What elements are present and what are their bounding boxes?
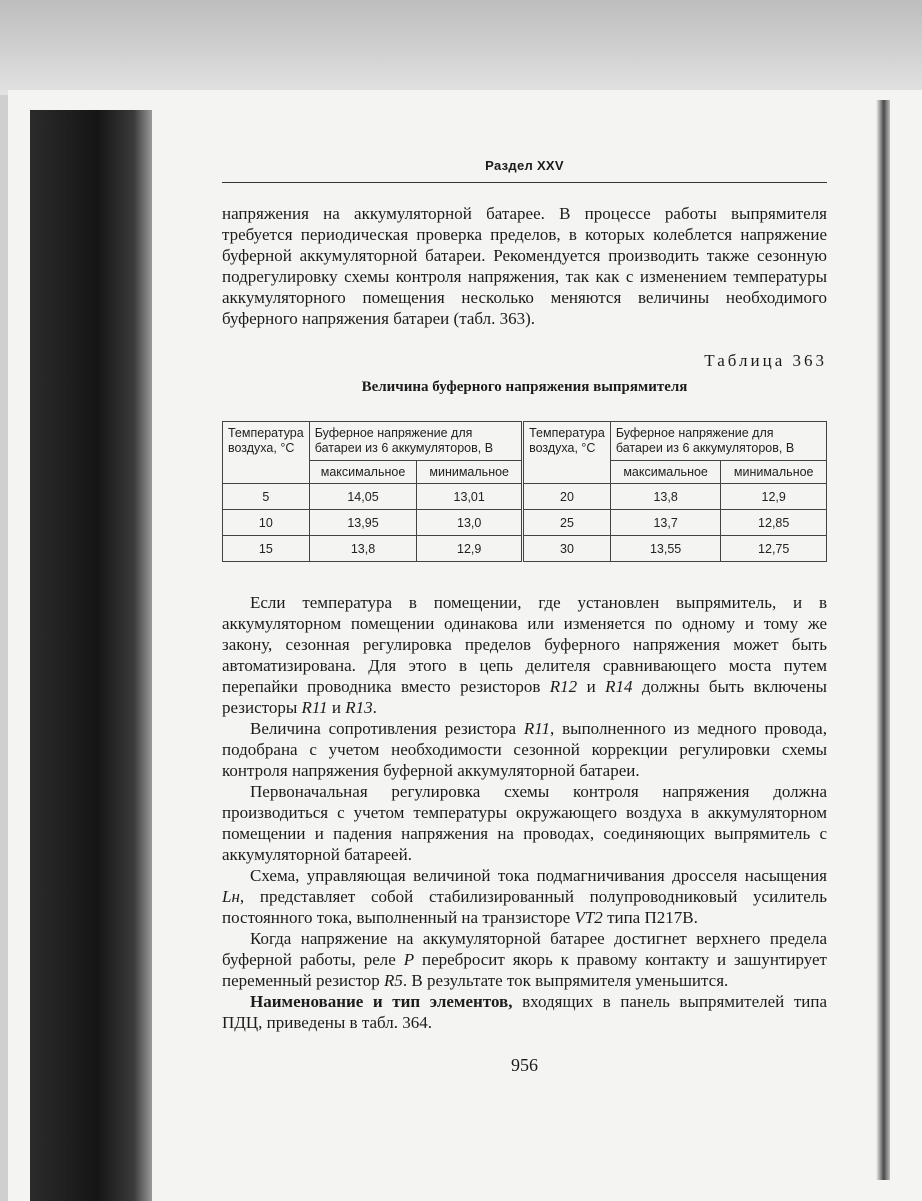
cell-min: 13,01 [417, 484, 523, 510]
cell-min: 12,9 [417, 536, 523, 562]
header-temperature: Температура воздуха, °С [523, 422, 611, 484]
table-number: Таблица 363 [704, 351, 827, 370]
header-min: минимальное [721, 461, 827, 484]
ref-r11: R11 [301, 698, 328, 717]
ref-vt2: VT2 [574, 908, 603, 927]
bold-lead: Наименование и тип элементов, [250, 992, 513, 1011]
cell-max: 13,95 [309, 510, 417, 536]
cell-temperature: 30 [523, 536, 611, 562]
cell-temperature: 15 [223, 536, 310, 562]
cell-temperature: 20 [523, 484, 611, 510]
table-row [223, 510, 827, 536]
cell-min: 12,9 [721, 484, 827, 510]
table-header-row [223, 422, 827, 461]
cell-temperature: 25 [523, 510, 611, 536]
ref-p: P [403, 950, 415, 969]
cell-min: 12,85 [721, 510, 827, 536]
paragraph-3: Величина сопротивления резистора R11, выполненного из медного провода, подобрана с учетом необходимости сезонной коррекции регулировки схемы контроля напряжения буферной аккумуляторной батареи. [222, 719, 827, 780]
ref-r13: R13 [345, 698, 373, 717]
cell-max: 13,55 [610, 536, 721, 562]
cell-max: 13,7 [610, 510, 721, 536]
paragraph-2: Если температура в помещении, где установлен выпрямитель, и в аккумуляторном помещении одинакова или изменяется по одному и тому же закону, сезонная регулировка пределов буферного напряжения может быть автоматизирована. Для этого в цепь делителя сравнивающего моста путем перепайки проводника вместо резисторов R12 и R14 должны быть включены резисторы R11 и R13. [222, 593, 827, 717]
buffer-voltage-table [222, 421, 827, 562]
scan-top-band [0, 0, 922, 95]
header-buffer-voltage: Буферное напряжение для батареи из 6 аккумуляторов, В [610, 422, 826, 461]
cell-max: 13,8 [309, 536, 417, 562]
paragraph-6: Когда напряжение на аккумуляторной батарее достигнет верхнего предела буферной работы, реле P перебросит якорь к правому контакту и зашунтирует переменный резистор R5. В результате ток выпрямителя уменьшится. [222, 929, 827, 990]
header-max: максимальное [309, 461, 417, 484]
paragraph-4: Первоначальная регулировка схемы контроля напряжения должна производиться с учетом температуры окружающего воздуха в аккумуляторном помещении и падения напряжения на проводах, соединяющих выпрямитель с аккумуляторной батареей. [222, 782, 827, 864]
cell-max: 14,05 [309, 484, 417, 510]
header-min: минимальное [417, 461, 523, 484]
page-content [222, 155, 827, 1076]
ref-r12: R12 [549, 677, 578, 696]
header-buffer-voltage: Буферное напряжение для батареи из 6 аккумуляторов, В [309, 422, 522, 461]
paragraph-7: Наименование и тип элементов, входящих в панель выпрямителей типа ПДЦ, приведены в табл. 364. [222, 992, 827, 1032]
header-temperature: Температура воздуха, °С [223, 422, 310, 484]
paragraph-1: напряжения на аккумуляторной батарее. В процессе работы выпрямителя требуется периодическая проверка пределов, в которых колеблется напряжение буферной аккумуляторной батареи. Рекомендуется производить также сезонную подрегулировку схемы контроля напряжения, так как с изменением температуры аккумуляторного помещения несколько меняются величины необходимого буферного напряжения батареи (табл. 363). [222, 204, 827, 328]
header-max: максимальное [610, 461, 721, 484]
page-right-edge [876, 100, 890, 1180]
table-row [223, 484, 827, 510]
book-spine-shadow [30, 110, 152, 1201]
page-number: 956 [511, 1055, 538, 1075]
table-title: Величина буферного напряжения выпрямителя [361, 379, 688, 395]
table-row [223, 536, 827, 562]
cell-max: 13,8 [610, 484, 721, 510]
header-rule [222, 182, 827, 183]
ref-r14: R14 [605, 677, 633, 696]
ref-r11: R11 [523, 719, 551, 738]
ref-r5: R5 [384, 971, 403, 990]
ref-ln: Lн [222, 887, 240, 906]
running-header: Раздел XXV [485, 158, 564, 173]
cell-min: 12,75 [721, 536, 827, 562]
cell-temperature: 10 [223, 510, 310, 536]
cell-temperature: 5 [223, 484, 310, 510]
cell-min: 13,0 [417, 510, 523, 536]
paragraph-5: Схема, управляющая величиной тока подмагничивания дросселя насыщения Lн, представляет собой стабилизированный полупроводниковый усилитель постоянного тока, выполненный на транзисторе VT2 типа П217В. [222, 866, 827, 927]
